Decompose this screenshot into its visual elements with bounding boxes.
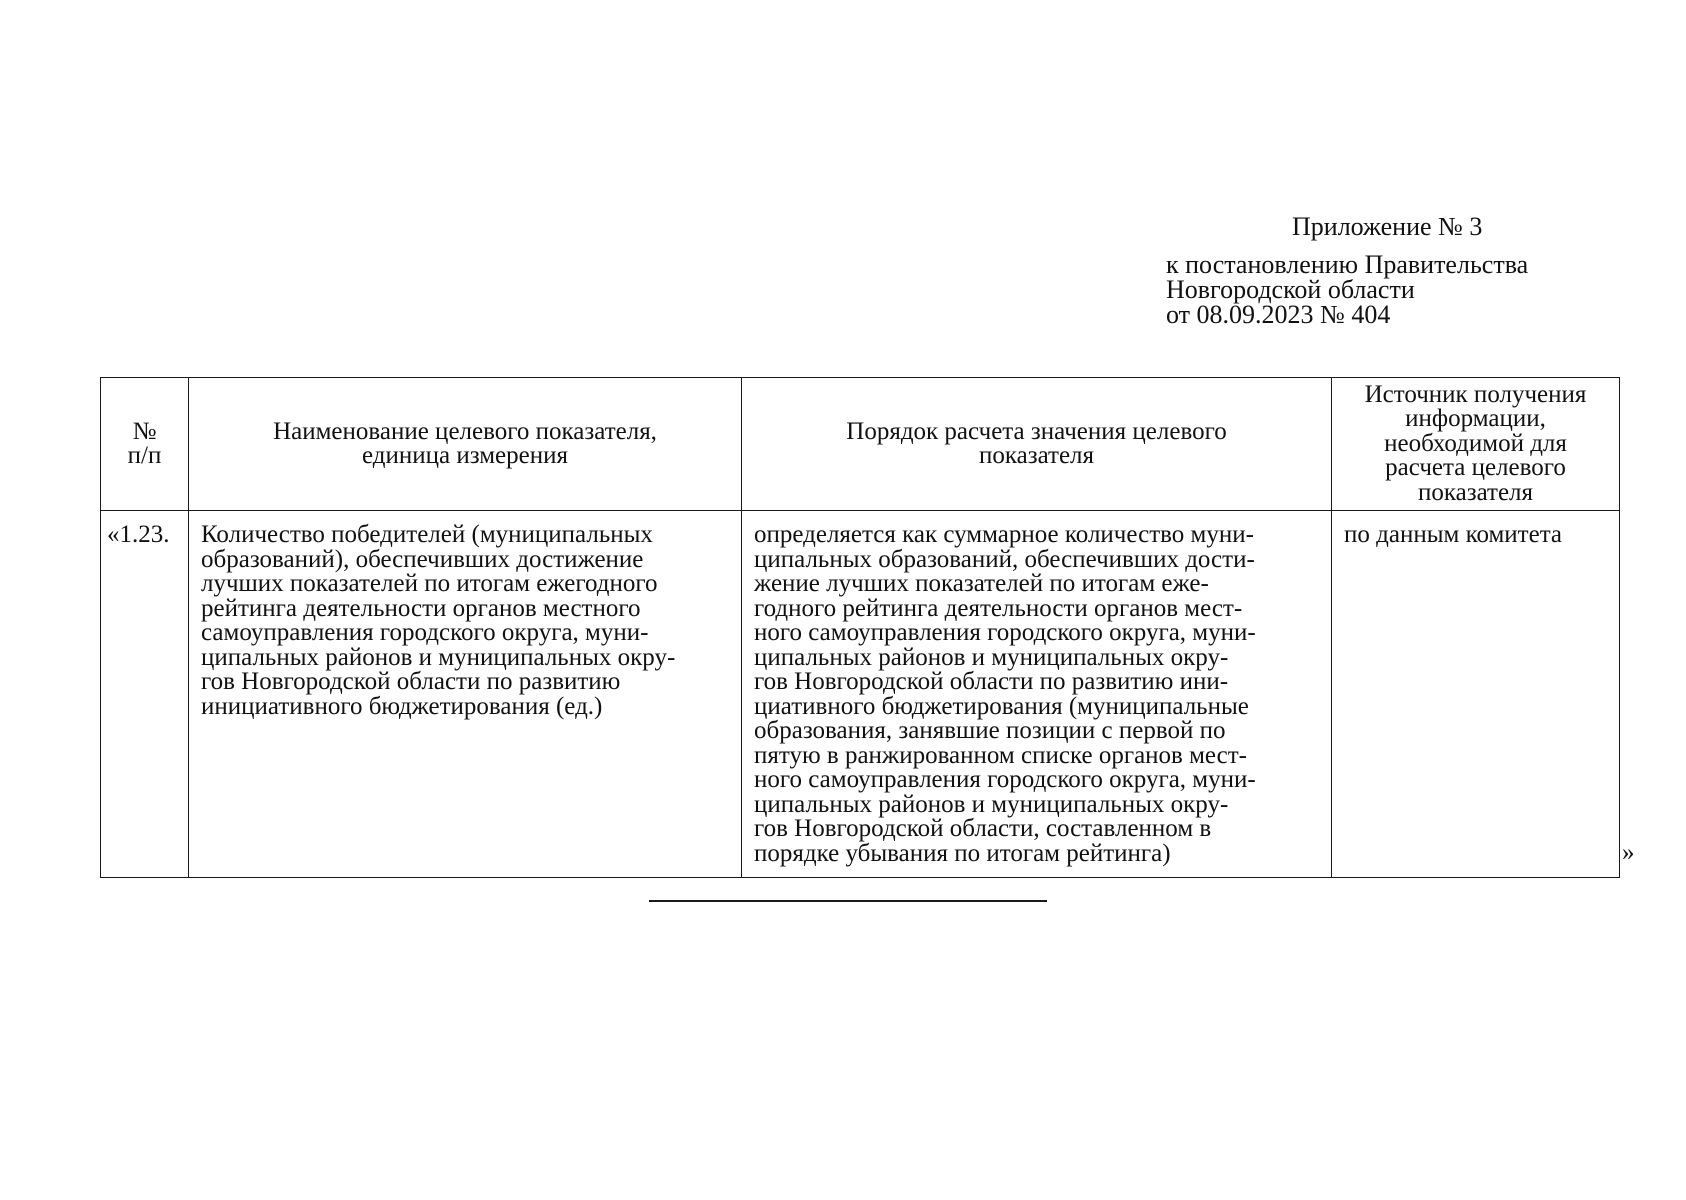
appendix-ref-line: Новгородской области	[1166, 275, 1415, 304]
appendix-ref-line: от 08.09.2023 № 404	[1166, 300, 1391, 329]
cell-text-line: ципальных районов и муниципальных окру-	[754, 643, 1229, 671]
indicators-table	[100, 377, 1620, 878]
row-indicator-name	[189, 511, 742, 878]
cell-text-line: самоуправления городского округа, муни-	[201, 619, 649, 646]
table-header-row	[101, 378, 1620, 511]
header-text-line: Порядок расчета значения целевого	[846, 417, 1227, 445]
footer-divider	[649, 900, 1047, 902]
row-number-text: «1.23.	[107, 521, 170, 548]
cell-text-line: ного самоуправления городского округа, муни-	[754, 766, 1256, 793]
appendix-ref-line: к постановлению Правительства	[1166, 250, 1529, 279]
cell-text-line: Количество победителей (муниципальных	[201, 521, 653, 548]
header-source	[1332, 378, 1620, 511]
cell-text-line: инициативного бюджетирования (ед.)	[201, 692, 603, 720]
cell-text-line: образований), обеспечивших достижение	[201, 545, 644, 573]
header-text-line: единица измерения	[361, 442, 569, 469]
cell-text-line: гов Новгородской области, составленном в	[754, 815, 1212, 842]
header-text-line: №	[132, 417, 157, 445]
header-text-line: Наименование целевого показателя,	[273, 417, 657, 445]
cell-text-line: пятую в ранжированном списке органов мест-	[754, 741, 1247, 769]
row-calculation-method	[742, 511, 1332, 878]
cell-text-line: определяется как суммарное количество муни-	[754, 521, 1254, 548]
cell-text-line: ного самоуправления городского округа, муни-	[754, 619, 1256, 646]
table-row	[101, 511, 1620, 878]
cell-text-line: жение лучших показателей по итогам еже-	[754, 570, 1209, 597]
cell-text-line: гов Новгородской области по развитию ини-	[754, 668, 1229, 695]
cell-text-line: ципальных районов и муниципальных окру-	[201, 643, 676, 671]
row-data-source	[1332, 511, 1620, 878]
cell-text-line: порядке убывания по итогам рейтинга)	[754, 839, 1171, 867]
appendix-title: Приложение № 3	[1292, 212, 1483, 241]
header-text-line: показателя	[978, 442, 1095, 469]
cell-text-line: лучших показателей по итогам ежегодного	[201, 570, 658, 597]
cell-text-line: ципальных районов и муниципальных окру-	[754, 790, 1229, 818]
header-text-line: расчета целевого	[1385, 454, 1566, 482]
cell-text-line: по данным комитета	[1344, 521, 1563, 548]
cell-text-line: ципальных образований, обеспечивших дости-	[754, 545, 1255, 573]
cell-text-line: гов Новгородской области по развитию	[201, 668, 621, 695]
header-num	[101, 378, 189, 511]
row-number	[101, 511, 189, 878]
cell-text-line: годного рейтинга деятельности органов мест-	[754, 594, 1243, 622]
appendix-reference	[1166, 252, 1528, 327]
header-text-line: показателя	[1417, 478, 1534, 506]
header-calc	[742, 378, 1332, 511]
cell-text-line: рейтинга деятельности органов местного	[201, 594, 641, 622]
header-text-line: информации,	[1405, 405, 1546, 433]
header-text-line: необходимой для	[1384, 429, 1567, 457]
header-name	[189, 378, 742, 511]
cell-text-line: циативного бюджетирования (муниципальные	[754, 692, 1249, 720]
closing-quote: »	[1622, 839, 1635, 866]
header-text-line: Источник получения	[1364, 380, 1587, 408]
header-text-line: п/п	[127, 442, 162, 469]
cell-text-line: образования, занявшие позиции с первой по	[754, 717, 1226, 744]
